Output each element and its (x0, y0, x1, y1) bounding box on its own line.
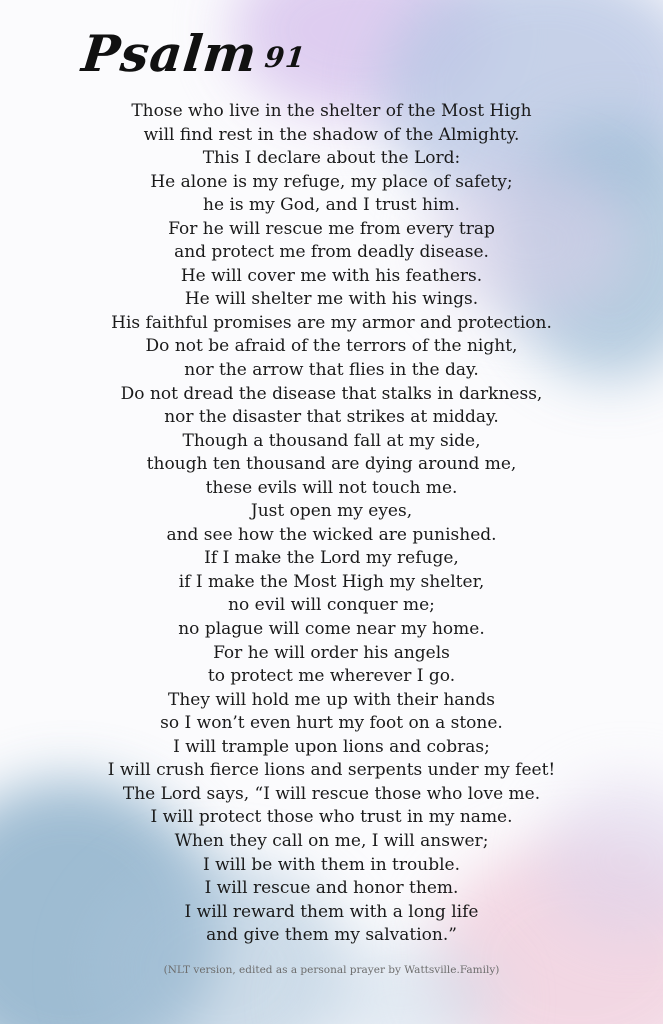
verse-line: The Lord says, “I will rescue those who love me. (122, 783, 541, 804)
verse-line: For he will order his angels (213, 642, 450, 663)
verse-line: I will be with them in trouble. (203, 854, 460, 875)
verse-line: I will protect those who trust in my name. (150, 807, 513, 828)
verse-line: and see how the wicked are punished. (166, 524, 497, 545)
verse-line: these evils will not touch me. (205, 477, 458, 498)
title-number: 91 (263, 41, 308, 74)
verse-line: I will crush fierce lions and serpents under my feet! (107, 760, 556, 781)
footnote: (NLT version, edited as a personal prayer by Wattsville.Family) (163, 964, 500, 976)
verse-line: to protect me wherever I go. (207, 666, 456, 687)
verse-line: no plague will come near my home. (178, 619, 485, 640)
verse-line: Just open my eyes, (250, 501, 413, 522)
verse-line: he is my God, and I trust him. (203, 195, 460, 216)
verse-line: He will shelter me with his wings. (184, 289, 479, 310)
verse-line: If I make the Lord my refuge, (204, 548, 459, 569)
verse-line: nor the arrow that flies in the day. (184, 360, 479, 381)
verse-line: will find rest in the shadow of the Almighty. (143, 124, 520, 145)
verse-line: if I make the Most High my shelter, (178, 571, 485, 592)
verse-line: His faithful promises are my armor and protection. (111, 312, 552, 333)
verse-line: They will hold me up with their hands (168, 689, 495, 710)
title-text: Psalm (79, 24, 261, 83)
verse-line: He alone is my refuge, my place of safety; (150, 171, 513, 192)
verse-line: I will reward them with a long life (184, 901, 479, 922)
verse-line: For he will rescue me from every trap (168, 218, 495, 239)
verse-line: nor the disaster that strikes at midday. (164, 407, 499, 428)
verse-line: He will cover me with his feathers. (180, 265, 483, 286)
verse-line: no evil will conquer me; (228, 595, 435, 616)
verse-line: though ten thousand are dying around me, (146, 454, 517, 475)
verse-line: Though a thousand fall at my side, (182, 430, 481, 451)
verse-line: Those who live in the shelter of the Most High (131, 101, 532, 121)
verse-line: and give them my salvation.” (206, 925, 457, 946)
verse-line: Do not be afraid of the terrors of the night, (145, 336, 518, 357)
page-title (78, 22, 309, 90)
verse-line: When they call on me, I will answer; (174, 830, 489, 851)
verse-line: Do not dread the disease that stalks in darkness, (120, 383, 543, 404)
verse-line: I will rescue and honor them. (204, 878, 459, 899)
verse-line: I will trample upon lions and cobras; (173, 736, 490, 757)
verse-line: This I declare about the Lord: (202, 148, 461, 169)
verse-line: and protect me from deadly disease. (174, 242, 489, 263)
verse-line: so I won’t even hurt my foot on a stone. (160, 713, 503, 734)
psalm-text (0, 100, 663, 948)
